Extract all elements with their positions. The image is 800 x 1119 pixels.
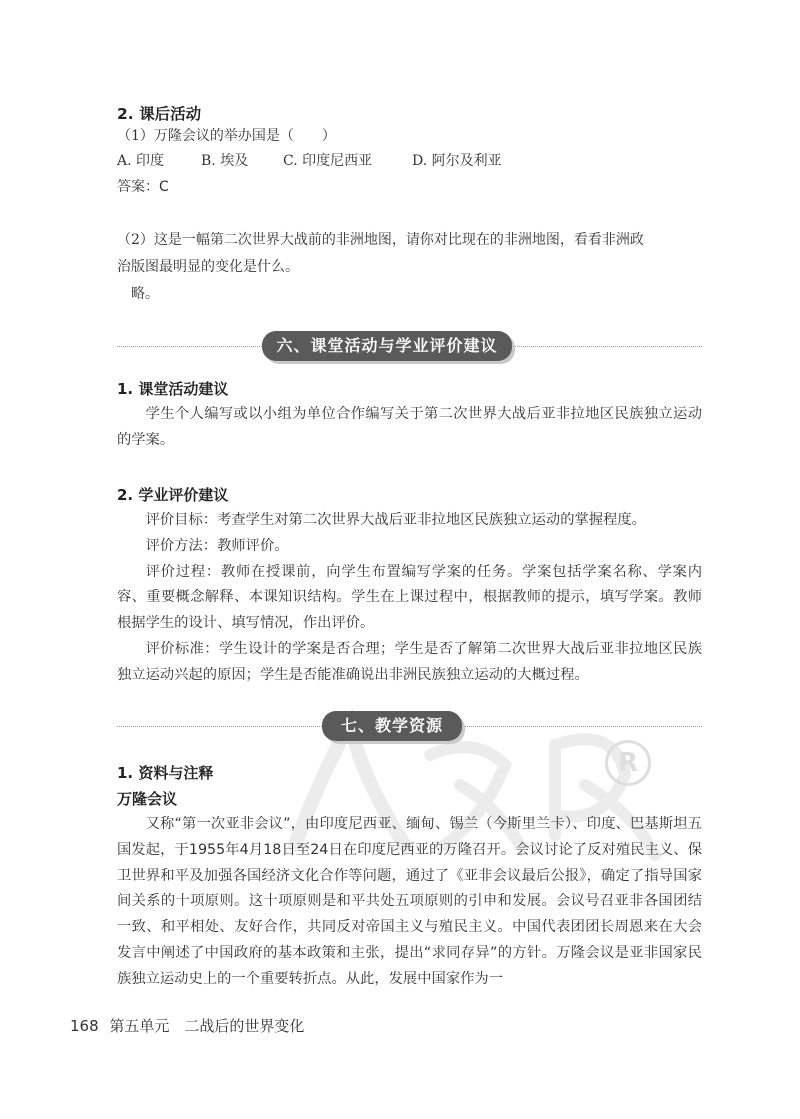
bandung-paragraph: 又称“第一次亚非会议”，由印度尼西亚、缅甸、锡兰（今斯里兰卡）、印度、巴基斯坦五国发起，于1955年4月18日至24日在印度尼西亚的万隆召开。会议讨论了反对殖民主义、保卫世界和平及加强各国经济文化合作等问题，通过了《亚非会议最后公报》，确定了指导国家间关系的十项原则。这十项原则是和平共处五项原则的引申和发展。会议号召亚非各国团结一致、和平相处、友好合作，共同反对帝国主义与殖民主义。中国代表团团长周恩来在大会发言中阐述了中国政府的基本政策和主张，提出“求同存异”的方针。万隆会议是亚非国家民族独立运动史上的一个重要转折点。从此，发展中国家作为一 xyxy=(117,816,702,987)
activity-paragraph: 学生个人编写或以小组为单位合作编写关于第二次世界大战后亚非拉地区民族独立运动的学案。 xyxy=(117,406,702,448)
answer-2: 略。 xyxy=(131,286,159,302)
activity-text xyxy=(117,402,702,454)
section-7-banner: 七、教学资源 xyxy=(322,711,462,741)
question-1: （1）万隆会议的举办国是（ ） xyxy=(117,128,336,144)
evaluation-text xyxy=(117,508,702,689)
bandung-topic-heading: 万隆会议 xyxy=(117,790,178,808)
evaluation-goal: 评价目标：考查学生对第二次世界大战后亚非拉地区民族独立运动的掌握程度。 xyxy=(145,512,646,528)
option-a: A. 印度 xyxy=(117,153,165,169)
evaluation-method: 评价方法：教师评价。 xyxy=(145,537,289,554)
activity-heading: 1. 课堂活动建议 xyxy=(117,380,229,398)
option-b: B. 埃及 xyxy=(201,153,249,169)
question-2-line-2: 治版图最明显的变化是什么。 xyxy=(117,259,299,275)
page-number: 168 xyxy=(70,1017,99,1035)
evaluation-standard: 评价标准：学生设计的学案是否合理；学生是否了解第二次世界大战后亚非拉地区民族独立运动兴起的原因；学生是否能准确说出非洲民族独立运动的大概过程。 xyxy=(117,640,702,683)
option-c: C. 印度尼西亚 xyxy=(283,153,373,169)
evaluation-process: 评价过程：教师在授课前，向学生布置编写学案的任务。学案包括学案名称、学案内容、重要概念解释、本课知识结构。学生在上课过程中，根据教师的提示，填写学案。教师根据学生的设计、填写情况，作出评价。 xyxy=(117,563,702,632)
evaluation-heading: 2. 学业评价建议 xyxy=(117,486,229,504)
unit-title: 第五单元 二战后的世界变化 xyxy=(109,1017,305,1035)
after-class-heading: 2. 课后活动 xyxy=(117,105,202,123)
bandung-text xyxy=(117,812,702,993)
section-6-banner: 六、课堂活动与学业评价建议 xyxy=(262,331,512,361)
materials-heading: 1. 资料与注释 xyxy=(117,764,214,782)
answer-1: 答案：C xyxy=(117,179,169,195)
question-2-line-1: （2）这是一幅第二次世界大战前的非洲地图，请你对比现在的非洲地图，看看非洲政 xyxy=(117,232,644,248)
option-d: D. 阿尔及利亚 xyxy=(412,153,502,169)
registered-mark-icon: R xyxy=(605,740,651,786)
page-footer xyxy=(70,1015,304,1036)
